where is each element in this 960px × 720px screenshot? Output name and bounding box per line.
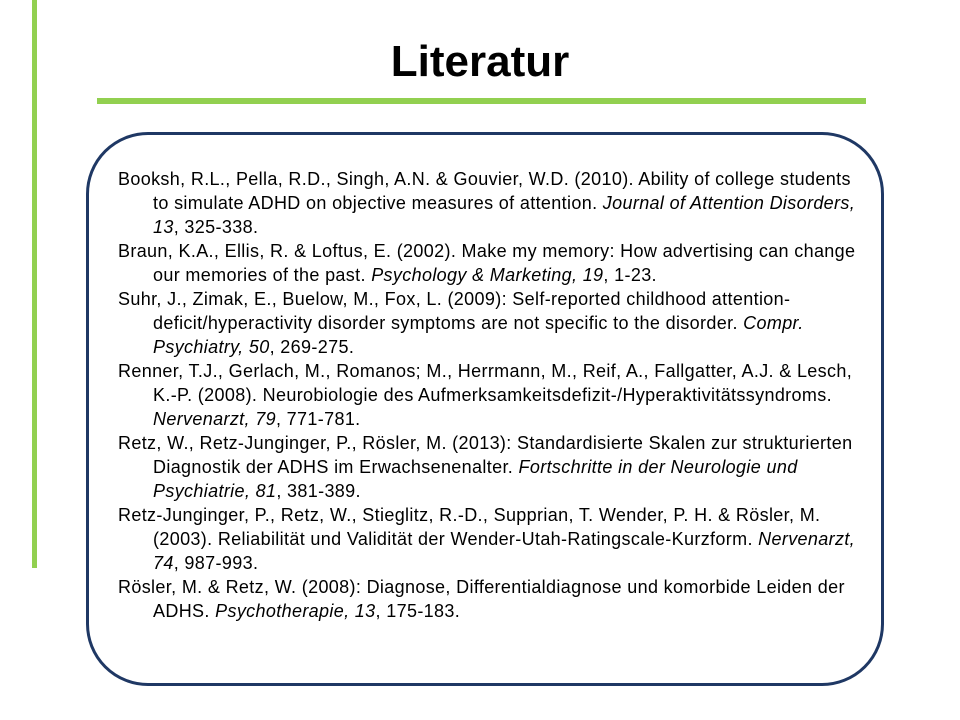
reference-source: Nervenarzt, 79 xyxy=(153,409,276,429)
reference-text: Renner, T.J., Gerlach, M., Romanos; M., Herrmann, M., Reif, A., Fallgatter, A.J. & Lesch, K.-P. (2008). Neurobiologie des Aufmerksamkeitsdefizit-/Hyperaktivitätssyndroms. xyxy=(118,361,853,405)
reference-source: Psychotherapie, 13 xyxy=(215,601,376,621)
reference-pages: , 269-275. xyxy=(269,337,355,357)
reference-text: Booksh, R.L., Pella, R.D., Singh, A.N. & Gouvier, W.D. (2010). Ability of college students to simulate ADHD on objective measures of attention. xyxy=(118,169,851,213)
reference-pages: , 987-993. xyxy=(173,553,259,573)
reference-item xyxy=(118,431,858,503)
reference-source: Fortschritte in der Neurologie und Psychiatrie, 81 xyxy=(153,457,798,501)
reference-item xyxy=(118,503,858,575)
reference-item xyxy=(118,167,858,239)
title-underline xyxy=(97,98,866,104)
reference-source: Nervenarzt, 74 xyxy=(153,529,856,573)
reference-pages: , 175-183. xyxy=(375,601,461,621)
reference-pages: , 381-389. xyxy=(276,481,361,501)
reference-item xyxy=(118,239,858,287)
reference-source: Journal of Attention Disorders, 13 xyxy=(153,193,856,237)
reference-text: Braun, K.A., Ellis, R. & Loftus, E. (2002). Make my memory: How advertising can change our memories of the past. xyxy=(118,241,856,285)
reference-text: Rösler, M. & Retz, W. (2008): Diagnose, Differentialdiagnose und komorbide Leiden der ADHS. xyxy=(118,577,845,621)
reference-item xyxy=(118,287,858,359)
reference-source: Compr. Psychiatry, 50 xyxy=(153,313,804,357)
reference-pages: , 1-23. xyxy=(603,265,657,285)
reference-item xyxy=(118,575,858,623)
reference-text: Retz-Junginger, P., Retz, W., Stieglitz, R.-D., Supprian, T. Wender, P. H. & Rösler, M. (2003). Reliabilität und Validität der Wender-Utah-Ratingscale-Kurzform. xyxy=(118,505,821,549)
reference-pages: , 325-338. xyxy=(173,217,259,237)
reference-item xyxy=(118,359,858,431)
reference-text: Suhr, J., Zimak, E., Buelow, M., Fox, L. (2009): Self-reported childhood attention-deficit/hyperactivity disorder symptoms are not specific to the disorder. xyxy=(118,289,791,333)
reference-source: Psychology & Marketing, 19 xyxy=(371,265,604,285)
slide-title: Literatur xyxy=(390,37,570,86)
reference-text: Retz, W., Retz-Junginger, P., Rösler, M. (2013): Standardisierte Skalen zur strukturierten Diagnostik der ADHS im Erwachsenenalter. xyxy=(118,433,853,477)
reference-pages: , 771-781. xyxy=(275,409,361,429)
reference-list xyxy=(118,167,858,623)
